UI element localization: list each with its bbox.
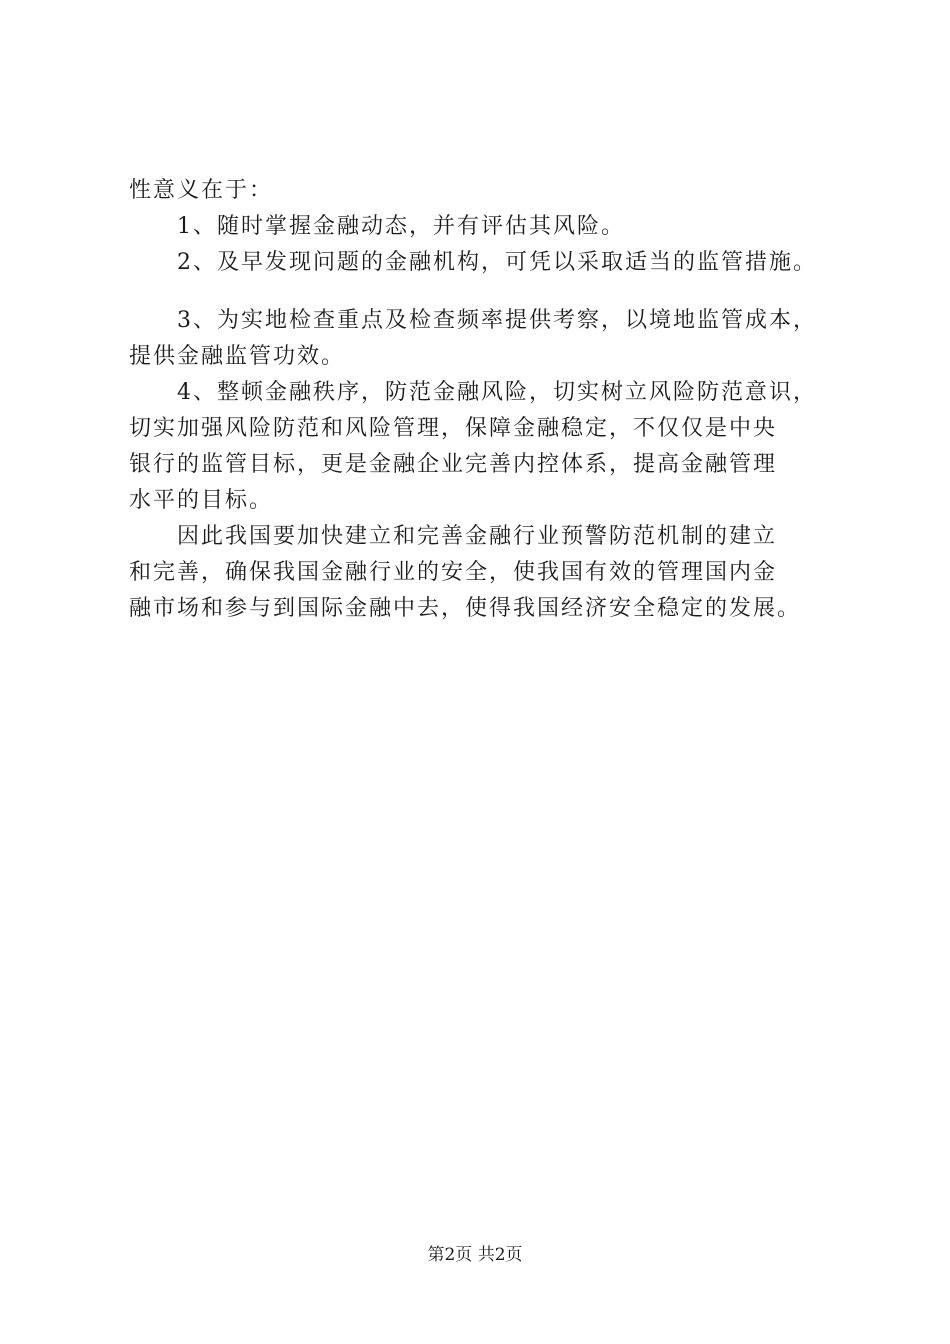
text-line: 提供金融监管功效。 bbox=[129, 344, 346, 369]
paragraph-gap bbox=[129, 281, 849, 303]
page-footer: 第2页 共2页 bbox=[427, 1245, 523, 1265]
conclusion-paragraph: 因此我国要加快建立和完善金融行业预警防范机制的建立 bbox=[129, 524, 778, 549]
text-line: 和完善，确保我国金融行业的安全，使我国有效的管理国内金 bbox=[129, 560, 778, 585]
text-line: 水平的目标。 bbox=[129, 488, 274, 513]
document-body bbox=[129, 173, 849, 627]
list-item-2: 2、及早发现问题的金融机构，可凭以采取适当的监管措施。 bbox=[129, 250, 817, 275]
text-line: 性意义在于： bbox=[129, 178, 274, 203]
text-line: 融市场和参与到国际金融中去，使得我国经济安全稳定的发展。 bbox=[129, 596, 802, 621]
list-item-3: 3、为实地检查重点及检查频率提供考察，以境地监管成本， bbox=[129, 308, 817, 333]
text-line: 切实加强风险防范和风险管理，保障金融稳定，不仅仅是中央 bbox=[129, 416, 778, 441]
list-item-1: 1、随时掌握金融动态，并有评估其风险。 bbox=[129, 214, 625, 239]
text-line: 银行的监管目标，更是金融企业完善内控体系，提高金融管理 bbox=[129, 452, 778, 477]
list-item-4: 4、整顿金融秩序，防范金融风险，切实树立风险防范意识， bbox=[129, 380, 817, 405]
